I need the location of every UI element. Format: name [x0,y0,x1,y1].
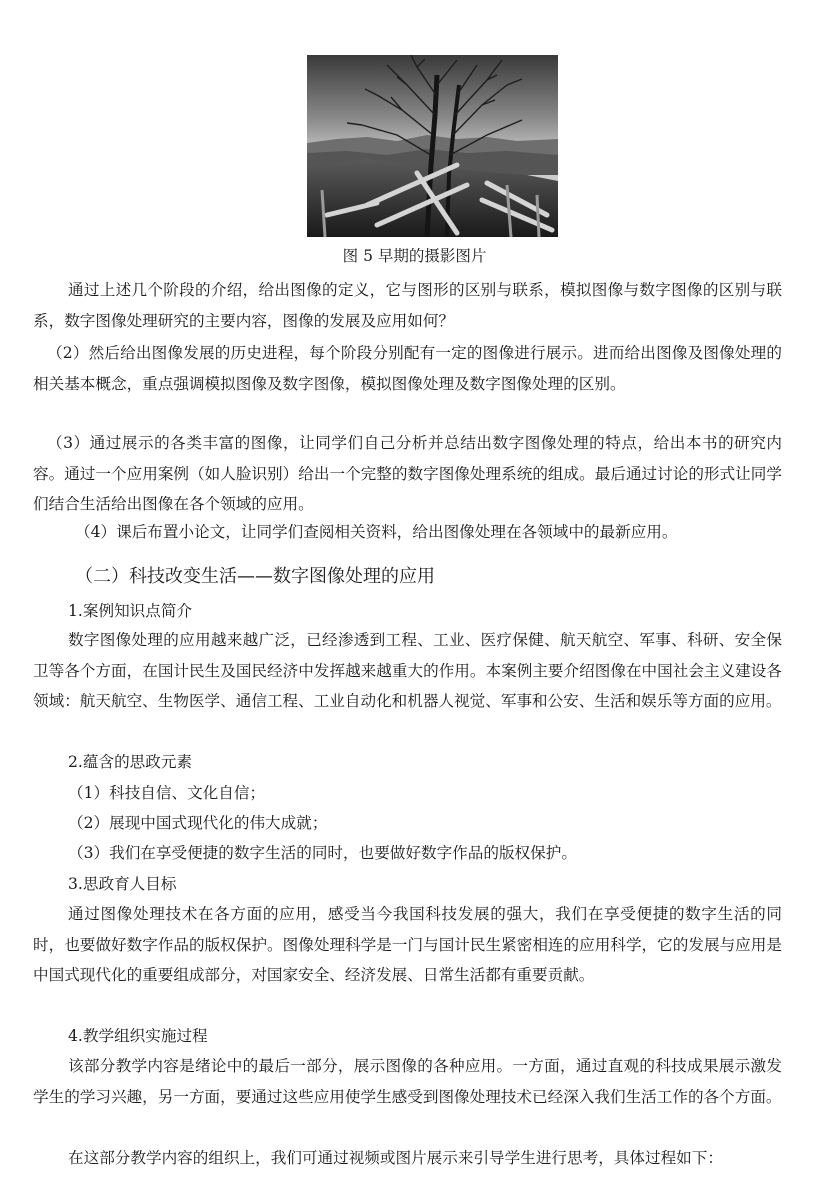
list-item: （3）我们在享受便捷的数字生活的同时，也要做好数字作品的版权保护。 [68,844,577,862]
subsection-title-3: 3.思政育人目标 [68,875,177,893]
section-heading: （二）科技改变生活——数字图像处理的应用 [75,566,435,587]
figure-caption: 图 5 早期的摄影图片 [342,247,487,265]
paragraph-step-4: （4）课后布置小论文，让同学们查阅相关资料，给出图像处理在各领域中的最新应用。 [75,523,678,541]
paragraph-intro: 通过上述几个阶段的介绍，给出图像的定义，它与图形的区别与联系，模拟图像与数字图像的区别与联系，数字图像处理研究的主要内容，图像的发展及应用如何？ [33,281,782,330]
subsection-text-1: 数字图像处理的应用越来越广泛，已经渗透到工程、工业、医疗保健、航天航空、军事、科研、安全保卫等各个方面，在国计民生及国民经济中发挥越来越重大的作用。本案例主要介绍图像在中国社会主义建设各领域：航天航空、生物医学、通信工程、工业自动化和机器人视觉、军事和公安、生活和娱乐等方面的应用。 [33,631,782,710]
subsection-text-4a: 该部分教学内容是绪论中的最后一部分，展示图像的各种应用。一方面，通过直观的科技成果展示激发学生的学习兴趣，另一方面，要通过这些应用使学生感受到图像处理技术已经深入我们生活工作的各个方面。 [33,1057,782,1106]
list-item: （2）展现中国式现代化的伟大成就； [68,814,328,832]
list-item: （1）科技自信、文化自信； [68,784,266,802]
paragraph-step-2: （2）然后给出图像发展的历史进程，每个阶段分别配有一定的图像进行展示。进而给出图像及图像处理的相关基本概念，重点强调模拟图像及数字图像，模拟图像处理及数字图像处理的区别。 [33,344,783,393]
subsection-text-4b: 在这部分教学内容的组织上，我们可通过视频或图片展示来引导学生进行思考，具体过程如下： [68,1149,723,1167]
subsection-title-1: 1.案例知识点简介 [68,602,193,620]
paragraph-step-3: （3）通过展示的各类丰富的图像，让同学们自己分析并总结出数字图像处理的特点，给出本书的研究内容。通过一个应用案例（如人脸识别）给出一个完整的数字图像处理系统的组成。最后通过讨论的形式让同学们结合生活给出图像在各个领域的应用。 [33,434,782,513]
subsection-title-4: 4.教学组织实施过程 [68,1027,208,1045]
subsection-title-2: 2.蕴含的思政元素 [68,753,193,771]
early-photograph-image [307,55,558,237]
subsection-text-3: 通过图像处理技术在各方面的应用，感受当今我国科技发展的强大，我们在享受便捷的数字生活的同时，也要做好数字作品的版权保护。图像处理科学是一门与国计民生紧密相连的应用科学，它的发展与应用是中国式现代化的重要组成部分，对国家安全、经济发展、日常生活都有重要贡献。 [33,905,782,984]
